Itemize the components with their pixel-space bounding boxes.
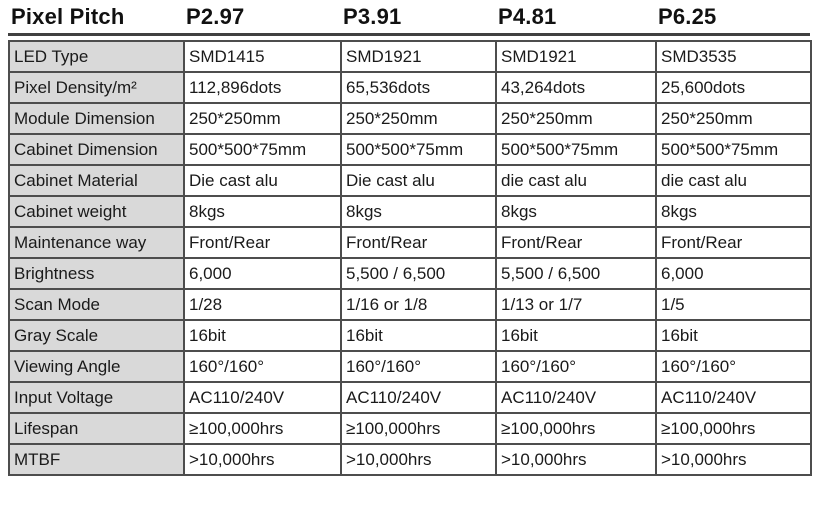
- row-value: >10,000hrs: [341, 444, 496, 475]
- row-value: 16bit: [656, 320, 811, 351]
- row-label: Brightness: [9, 258, 184, 289]
- row-label: Input Voltage: [9, 382, 184, 413]
- row-label: Maintenance way: [9, 227, 184, 258]
- row-value: 43,264dots: [496, 72, 656, 103]
- row-label: Scan Mode: [9, 289, 184, 320]
- row-value: Die cast alu: [341, 165, 496, 196]
- table-row: [9, 258, 811, 289]
- row-label: Module Dimension: [9, 103, 184, 134]
- row-label: Lifespan: [9, 413, 184, 444]
- row-label: Pixel Density/m²: [9, 72, 184, 103]
- row-value: Front/Rear: [496, 227, 656, 258]
- row-value: 500*500*75mm: [656, 134, 811, 165]
- row-value: 1/28: [184, 289, 341, 320]
- row-value: 16bit: [496, 320, 656, 351]
- row-value: ≥100,000hrs: [656, 413, 811, 444]
- row-value: 1/16 or 1/8: [341, 289, 496, 320]
- row-value: SMD1415: [184, 41, 341, 72]
- row-label: Viewing Angle: [9, 351, 184, 382]
- row-value: 1/5: [656, 289, 811, 320]
- spec-table: [8, 40, 812, 476]
- row-value: AC110/240V: [496, 382, 656, 413]
- row-label: LED Type: [9, 41, 184, 72]
- header-col-p6-25: P6.25: [658, 3, 717, 29]
- header-col-p4-81: P4.81: [498, 3, 557, 29]
- table-row: [9, 41, 811, 72]
- row-value: 500*500*75mm: [496, 134, 656, 165]
- row-value: Die cast alu: [184, 165, 341, 196]
- row-value: Front/Rear: [184, 227, 341, 258]
- row-value: die cast alu: [656, 165, 811, 196]
- row-value: >10,000hrs: [184, 444, 341, 475]
- table-row: [9, 382, 811, 413]
- row-value: 16bit: [184, 320, 341, 351]
- table-row: [9, 165, 811, 196]
- table-row: [9, 134, 811, 165]
- row-label: MTBF: [9, 444, 184, 475]
- row-value: 160°/160°: [496, 351, 656, 382]
- row-value: 25,600dots: [656, 72, 811, 103]
- row-value: 65,536dots: [341, 72, 496, 103]
- row-label: Cabinet Dimension: [9, 134, 184, 165]
- row-value: 5,500 / 6,500: [496, 258, 656, 289]
- row-value: 160°/160°: [184, 351, 341, 382]
- row-value: ≥100,000hrs: [341, 413, 496, 444]
- row-value: AC110/240V: [184, 382, 341, 413]
- table-row: [9, 289, 811, 320]
- header-row-label: Pixel Pitch: [11, 3, 125, 29]
- row-value: 250*250mm: [341, 103, 496, 134]
- row-value: 160°/160°: [341, 351, 496, 382]
- row-label: Cabinet weight: [9, 196, 184, 227]
- row-value: AC110/240V: [656, 382, 811, 413]
- row-value: SMD1921: [341, 41, 496, 72]
- pixel-pitch-header: [8, 0, 810, 36]
- table-row: [9, 320, 811, 351]
- row-value: 6,000: [184, 258, 341, 289]
- row-value: 16bit: [341, 320, 496, 351]
- row-value: 160°/160°: [656, 351, 811, 382]
- row-value: 8kgs: [184, 196, 341, 227]
- header-col-p3-91: P3.91: [343, 3, 402, 29]
- table-row: [9, 196, 811, 227]
- row-value: 500*500*75mm: [184, 134, 341, 165]
- table-row: [9, 413, 811, 444]
- table-row: [9, 351, 811, 382]
- table-row: [9, 103, 811, 134]
- row-value: 8kgs: [496, 196, 656, 227]
- row-value: 112,896dots: [184, 72, 341, 103]
- table-row: [9, 227, 811, 258]
- row-value: 8kgs: [656, 196, 811, 227]
- row-value: Front/Rear: [341, 227, 496, 258]
- row-label: Cabinet Material: [9, 165, 184, 196]
- table-row: [9, 444, 811, 475]
- table-row: [9, 72, 811, 103]
- row-value: SMD3535: [656, 41, 811, 72]
- row-value: 250*250mm: [184, 103, 341, 134]
- row-value: 500*500*75mm: [341, 134, 496, 165]
- row-value: 250*250mm: [496, 103, 656, 134]
- row-value: die cast alu: [496, 165, 656, 196]
- row-value: SMD1921: [496, 41, 656, 72]
- row-value: 1/13 or 1/7: [496, 289, 656, 320]
- row-label: Gray Scale: [9, 320, 184, 351]
- row-value: Front/Rear: [656, 227, 811, 258]
- row-value: >10,000hrs: [656, 444, 811, 475]
- spec-table-body: [9, 41, 811, 475]
- row-value: ≥100,000hrs: [496, 413, 656, 444]
- header-col-p2-97: P2.97: [186, 3, 245, 29]
- row-value: >10,000hrs: [496, 444, 656, 475]
- row-value: 6,000: [656, 258, 811, 289]
- row-value: 5,500 / 6,500: [341, 258, 496, 289]
- row-value: 8kgs: [341, 196, 496, 227]
- row-value: ≥100,000hrs: [184, 413, 341, 444]
- row-value: 250*250mm: [656, 103, 811, 134]
- row-value: AC110/240V: [341, 382, 496, 413]
